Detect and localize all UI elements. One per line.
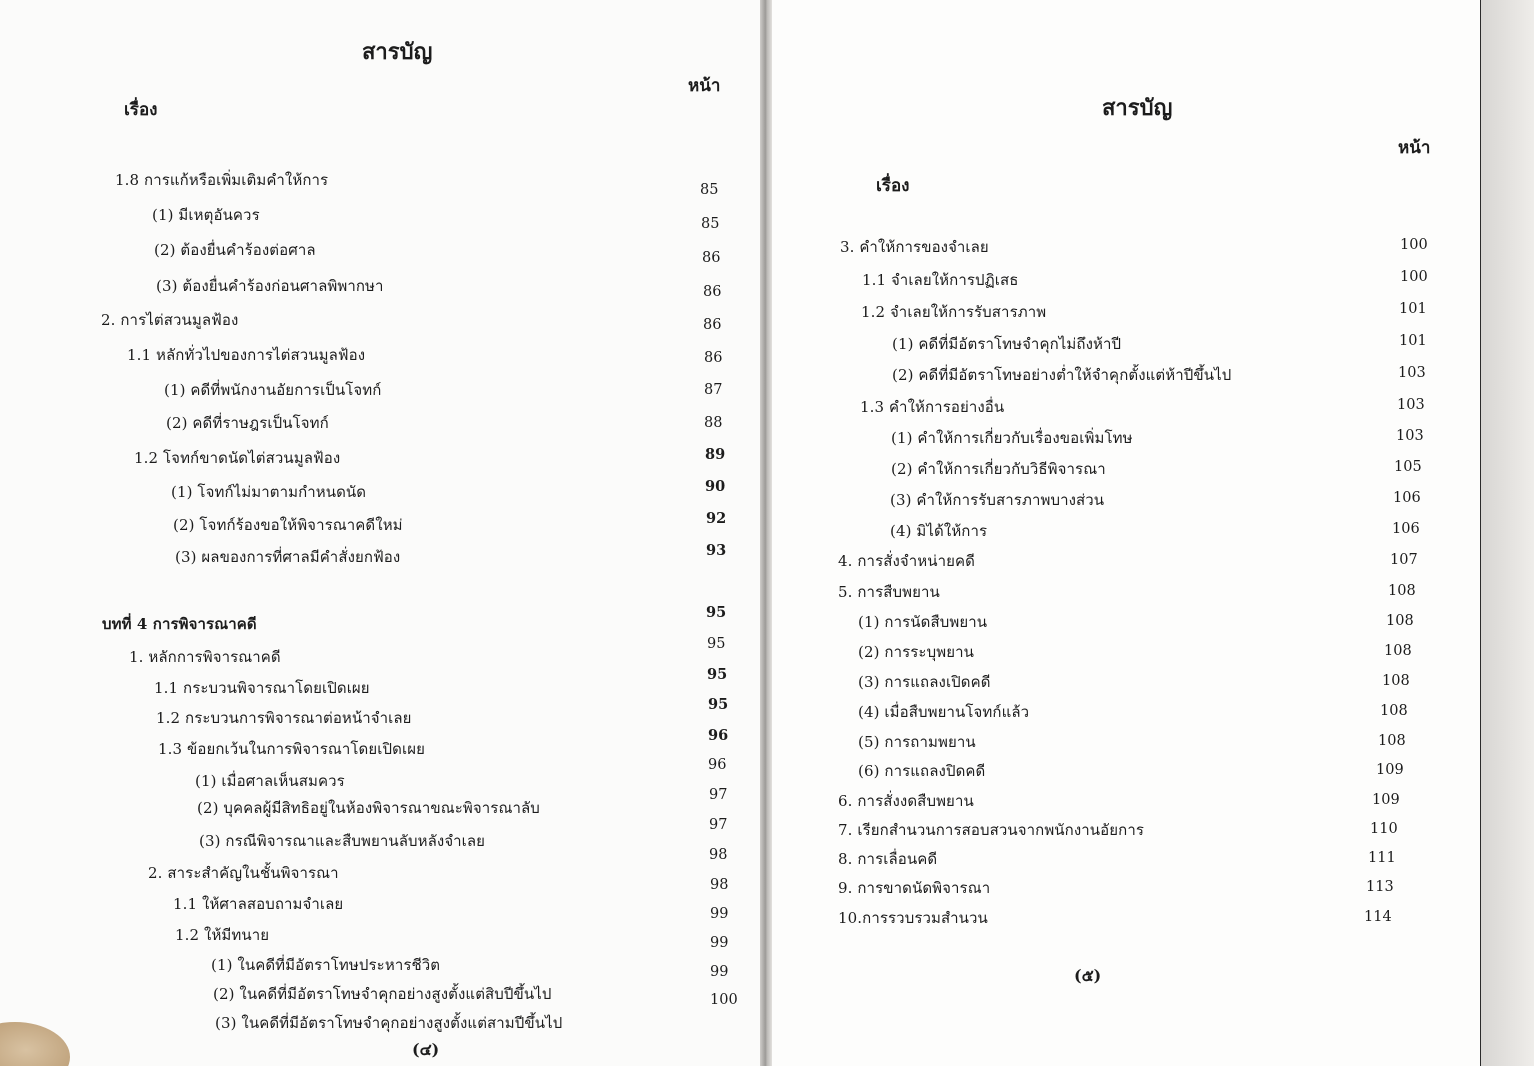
toc-entry-page: 86 [704,350,723,366]
toc-entry-text: 1.2 กระบวนการพิจารณาต่อหน้าจำเลย [156,709,412,727]
toc-entry-text: 1.8 การแก้หรือเพิ่มเติมคำให้การ [115,171,329,189]
toc-entry-text: 5. การสืบพยาน [838,583,940,601]
toc-entry-text: (2) บุคคลผู้มีสิทธิอยู่ในห้องพิจารณาขณะพิจารณาลับ [197,799,540,817]
book-gutter [760,0,772,1066]
toc-entry-page: 90 [705,478,726,495]
toc-entry-text: (3) ในคดีที่มีอัตราโทษจำคุกอย่างสูงตั้งแต่สามปีขึ้นไป [215,1014,563,1032]
toc-entry-page: 105 [1394,459,1422,475]
toc-entry-text: (1) ในคดีที่มีอัตราโทษประหารชีวิต [211,956,441,974]
toc-entry-text: (3) ต้องยื่นคำร้องก่อนศาลพิพากษา [156,277,384,295]
right-heading-topic: เรื่อง [876,176,910,196]
toc-entry-text: (4) เมื่อสืบพยานโจทก์แล้ว [858,703,1030,721]
right-page-number: (๕) [1074,966,1102,985]
toc-entry-page: 87 [704,382,723,398]
toc-entry-text: 1.1 กระบวนพิจารณาโดยเปิดเผย [154,679,370,697]
toc-entry-text: 4. การสั่งจำหน่ายคดี [838,552,975,570]
toc-entry-page: 106 [1392,521,1420,537]
toc-entry-page: 99 [710,964,729,980]
toc-entry-text: 1.2 ให้มีทนาย [175,926,270,944]
toc-entry-page: 108 [1384,643,1412,659]
toc-entry-text: (1) การนัดสืบพยาน [858,613,988,631]
left-page-number: (๔) [412,1040,440,1059]
toc-entry-page: 89 [705,446,726,463]
toc-entry-text: (1) เมื่อศาลเห็นสมควร [195,772,345,790]
toc-entry-page: 98 [709,847,728,863]
toc-entry-page: 95 [707,666,728,683]
toc-entry-page: 99 [710,906,729,922]
toc-entry-page: 96 [708,757,727,773]
toc-entry-text: 7. เรียกสำนวนการสอบสวนจากพนักงานอัยการ [838,821,1144,839]
toc-entry-page: 113 [1366,879,1394,895]
toc-entry-text: (1) คดีที่พนักงานอัยการเป็นโจทก์ [164,381,382,399]
toc-entry-page: 96 [708,727,729,744]
toc-entry-page: 103 [1398,365,1426,381]
toc-entry-page: 97 [709,787,728,803]
toc-entry-page: 86 [702,250,721,266]
toc-entry-text: (2) ต้องยื่นคำร้องต่อศาล [154,241,316,259]
toc-entry-page: 108 [1378,733,1406,749]
left-page [0,0,760,1066]
toc-entry-page: 98 [710,877,729,893]
toc-entry-page: 86 [703,317,722,333]
toc-entry-text: (2) คำให้การเกี่ยวกับวิธีพิจารณา [891,460,1106,478]
toc-entry-text: (2) โจทก์ร้องขอให้พิจารณาคดีใหม่ [173,516,403,534]
toc-entry-text: (2) คดีที่มีอัตราโทษอย่างต่ำให้จำคุกตั้งแต่ห้าปีขึ้นไป [892,366,1232,384]
toc-entry-page: 100 [710,992,738,1008]
toc-entry-page: 101 [1399,301,1427,317]
toc-entry-text: 2. สาระสำคัญในชั้นพิจารณา [148,864,339,882]
toc-entry-text: 8. การเลื่อนคดี [838,850,938,868]
toc-entry-page: 109 [1376,762,1404,778]
toc-entry-page: 99 [710,935,729,951]
toc-entry-page: 108 [1386,613,1414,629]
toc-entry-page: 111 [1368,850,1396,866]
chapter-4-heading: บทที่ 4 การพิจารณาคดี [102,615,257,633]
toc-entry-text: 1.3 คำให้การอย่างอื่น [860,398,1005,416]
toc-entry-page: 103 [1397,397,1425,413]
toc-entry-text: (1) คดีที่มีอัตราโทษจำคุกไม่ถึงห้าปี [892,335,1122,353]
toc-entry-text: 1.2 จำเลยให้การรับสารภาพ [861,303,1047,321]
toc-entry-text: (1) มีเหตุอันควร [152,206,260,224]
right-page-title: สารบัญ [1102,95,1173,121]
toc-entry-text: (5) การถามพยาน [858,733,976,751]
toc-entry-text: 1.2 โจทก์ขาดนัดไต่สวนมูลฟ้อง [134,449,341,467]
toc-entry-page: 95 [707,636,726,652]
toc-entry-text: (1) คำให้การเกี่ยวกับเรื่องขอเพิ่มโทษ [891,429,1133,447]
toc-entry-page: 92 [706,510,727,527]
toc-entry-text: 1.1 หลักทั่วไปของการไต่สวนมูลฟ้อง [127,346,366,364]
toc-entry-text: 2. การไต่สวนมูลฟ้อง [101,311,239,329]
toc-entry-page: 103 [1396,428,1424,444]
toc-entry-text: (6) การแถลงปิดคดี [858,762,986,780]
toc-entry-page: 100 [1400,269,1428,285]
toc-entry-page: 107 [1390,552,1418,568]
toc-entry-text: (2) คดีที่ราษฎรเป็นโจทก์ [166,414,329,432]
toc-entry-text: (2) การระบุพยาน [858,643,974,661]
toc-entry-page: 108 [1380,703,1408,719]
toc-entry-text: (3) ผลของการที่ศาลมีคำสั่งยกฟ้อง [175,548,401,566]
toc-entry-text: 1.3 ข้อยกเว้นในการพิจารณาโดยเปิดเผย [158,740,425,758]
toc-entry-text: (1) โจทก์ไม่มาตามกำหนดนัด [171,483,367,501]
page-edge-background [1480,0,1534,1066]
toc-entry-text: 9. การขาดนัดพิจารณา [838,879,991,897]
toc-entry-text: 1.1 จำเลยให้การปฏิเสธ [862,271,1019,289]
toc-entry-text: 6. การสั่งงดสืบพยาน [838,792,974,810]
toc-entry-page: 101 [1399,333,1427,349]
toc-entry-text: 1. หลักการพิจารณาคดี [129,648,281,666]
toc-entry-page: 100 [1400,237,1428,253]
toc-entry-page: 108 [1388,583,1416,599]
toc-entry-page: 97 [709,817,728,833]
toc-entry-page: 110 [1370,821,1398,837]
left-heading-topic: เรื่อง [124,100,158,120]
thumb-shadow [0,1022,70,1066]
toc-entry-page: 106 [1393,490,1421,506]
toc-entry-text: (4) มิได้ให้การ [890,522,988,540]
left-page-title: สารบัญ [362,39,433,65]
toc-entry-page: 114 [1364,909,1392,925]
toc-entry-page: 85 [701,216,720,232]
toc-entry-page: 93 [706,542,727,559]
toc-entry-page: 108 [1382,673,1410,689]
right-heading-page: หน้า [1398,138,1431,158]
toc-entry-page: 85 [700,182,719,198]
toc-entry-text: 10.การรวบรวมสำนวน [838,909,988,927]
toc-entry-page: 109 [1372,792,1400,808]
toc-entry-text: 1.1 ให้ศาลสอบถามจำเลย [173,895,344,913]
toc-entry-text: (3) คำให้การรับสารภาพบางส่วน [890,491,1105,509]
toc-entry-text: (2) ในคดีที่มีอัตราโทษจำคุกอย่างสูงตั้งแต่สิบปีขึ้นไป [213,985,552,1003]
toc-entry-text: (3) การแถลงเปิดคดี [858,673,991,691]
toc-entry-page: 86 [703,284,722,300]
toc-entry-page: 95 [706,604,727,621]
toc-entry-text: (3) กรณีพิจารณาและสืบพยานลับหลังจำเลย [199,832,486,850]
toc-entry-page: 88 [704,415,723,431]
toc-entry-page: 95 [708,696,729,713]
toc-entry-text: 3. คำให้การของจำเลย [840,238,989,256]
left-heading-page: หน้า [688,76,721,96]
right-page [772,0,1480,1066]
